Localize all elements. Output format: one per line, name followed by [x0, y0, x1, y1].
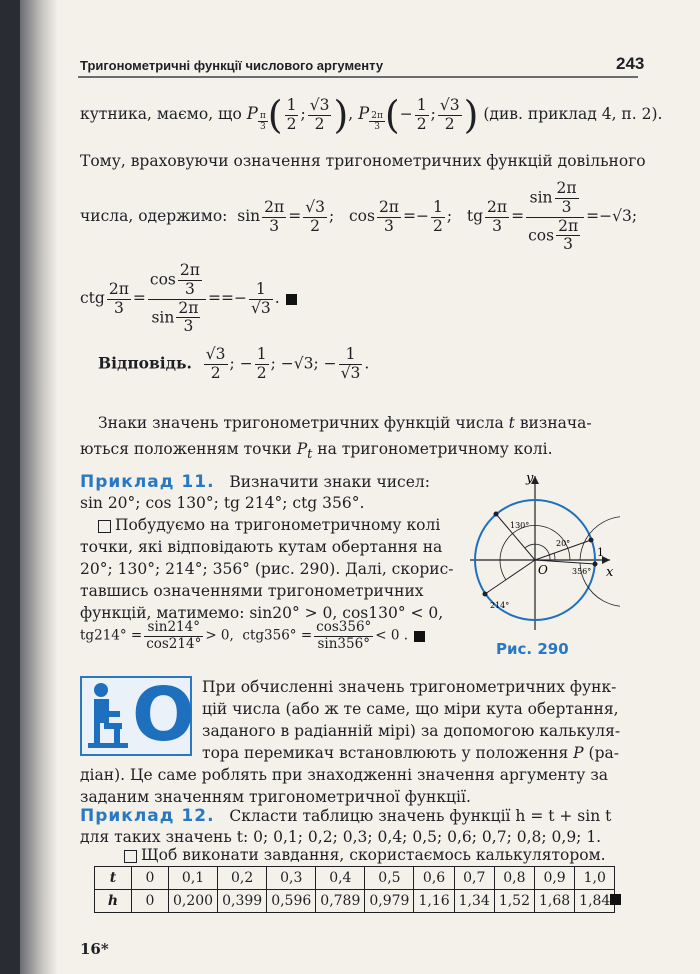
example11-line7: функцій, матимемо: sin20° > 0, cos130° < 0,	[80, 604, 444, 622]
note-letter: O	[132, 672, 195, 758]
table-head-cell: h	[95, 890, 132, 913]
note-line2: цій числа (або ж те саме, що міри кута обертання,	[202, 700, 619, 718]
table-cell: 0,2	[218, 867, 267, 890]
example11-signs: tg214° = $\frac{\sin 214^\circ}{\cos 214^\circ}$ > 0, ctg356° = $\frac{\cos 356^\circ}{\sin 356^\circ}$ < 0 .	[80, 620, 425, 652]
frac: $\frac{2\pi}{3}$	[487, 197, 508, 235]
table-cell: 1,0	[575, 867, 615, 890]
example11-line6: тавшись означеннями тригонометричних	[80, 582, 424, 600]
note-line1: При обчисленні значень тригонометричних функ-	[202, 678, 617, 696]
example11-line2: sin 20°; cos 130°; tg 214°; ctg 356°.	[80, 494, 365, 512]
values-table	[94, 866, 615, 913]
example12-line2: для таких значень t: 0; 0,1; 0,2; 0,3; 0,4; 0,5; 0,6; 0,7; 0,8; 0,9; 1.	[80, 828, 602, 846]
para2-line1: Тому, враховуючи означення тригонометричних функцій довільного	[80, 152, 646, 170]
unit-label: 1	[597, 546, 604, 559]
header-rule	[78, 76, 638, 78]
example11-line4: точки, які відповідають кутам обертання на	[80, 538, 443, 556]
example12-line3: Щоб виконати завдання, скористаємось калькулятором.	[124, 846, 606, 864]
answer-label: Відповідь.	[98, 353, 192, 373]
text: числа, одержимо:	[80, 207, 228, 226]
point-p: P	[358, 104, 370, 123]
table-cell: 0,596	[267, 890, 316, 913]
table-cell: 0	[132, 890, 169, 913]
frac: $\frac{2\pi}{3}$	[108, 279, 129, 317]
end-proof-mark	[286, 294, 297, 305]
end-proof-mark	[610, 894, 621, 905]
example11-title: Приклад 11. Визначити знаки чисел:	[80, 472, 430, 492]
table-cell: 0,399	[218, 890, 267, 913]
table-row	[95, 867, 615, 890]
text: кутника, маємо, що	[80, 105, 242, 123]
subscript-frac: $\frac{\pi}{3}$	[259, 110, 266, 132]
table-cell: 1,84	[575, 890, 615, 913]
note-line5: діан). Це саме роблять при знаходженні значення аргументу за	[80, 766, 609, 784]
angle-label: 130°	[510, 521, 530, 530]
frac: $\frac{2\pi}{3}$	[378, 197, 399, 235]
frac: $\frac{1}{2}$	[433, 197, 443, 235]
angle-label: 214°	[490, 601, 510, 610]
point-p: P	[246, 104, 258, 123]
figure-caption: Рис. 290	[496, 640, 569, 658]
calculator-note-icon	[80, 672, 195, 758]
reference: (див. приклад 4, п. 2).	[483, 105, 663, 123]
table-cell: 0,4	[316, 867, 365, 890]
compound-frac: cos $\frac{2\pi}{3}$ sin $\frac{2\pi}{3}$	[148, 262, 206, 336]
example11-line3: Побудуємо на тригонометричному колі	[98, 516, 440, 534]
end-proof-mark	[414, 631, 425, 642]
table-cell: 0,7	[454, 867, 494, 890]
y-axis-label: y	[526, 471, 534, 486]
note-line6: заданим значенням тригонометричної функції.	[80, 788, 471, 806]
table-cell: 0,979	[365, 890, 414, 913]
origin-label: O	[538, 563, 548, 577]
note-line4: тора перемикач встановлюють у положення P (ра-	[202, 744, 619, 762]
table-cell: 1,16	[414, 890, 454, 913]
frac: $\frac{√3}{2}$	[305, 197, 325, 235]
table-cell: 1,52	[494, 890, 534, 913]
page-number: 243	[616, 54, 645, 73]
example11-line5: 20°; 130°; 214°; 356° (рис. 290). Далі, скорис-	[80, 560, 454, 578]
ctg-formula: ctg $\frac{2\pi}{3}$ = cos $\frac{2\pi}{3}$ sin $\frac{2\pi}{3}$ ==− $\frac{1}{√3}$ .	[80, 262, 297, 336]
signature-mark: 16*	[80, 940, 109, 958]
frac: $\frac{1}{√3}$	[250, 279, 271, 317]
angle-label: 20°	[556, 539, 571, 548]
table-cell: 0,3	[267, 867, 316, 890]
answer-line: Відповідь. $\frac{√3}{2}$ ; − $\frac{1}{2}$ ; −√3; − $\frac{1}{√3}$ .	[98, 345, 370, 382]
subscript-frac: $\frac{2\pi}{3}$	[371, 110, 383, 132]
page-binding-shadow	[20, 0, 58, 974]
unit-circle-figure	[460, 470, 620, 640]
formula-line: числа, одержимо: sin $\frac{2\pi}{3}$ = $\frac{√3}{2}$ ; cos $\frac{2\pi}{3}$ =− $\frac{1}{2}$ ; tg $\frac{2\pi}{3}$ = sin $\frac{2\pi}{3}$ cos $\frac{2\pi}{3}$ =−√3;	[80, 179, 638, 254]
table-cell: 0	[132, 867, 169, 890]
table-cell: 1,34	[454, 890, 494, 913]
para3-line2: ються положенням точки $P_t$ на тригонометричному колі.	[80, 440, 553, 463]
table-head-cell: t	[95, 867, 132, 890]
example12-title: Приклад 12. Скласти таблицю значень функції h = t + sin t	[80, 806, 612, 826]
table-cell: 0,789	[316, 890, 365, 913]
frac: $\frac{√3}{2}$	[309, 95, 330, 133]
table-cell: 0,5	[365, 867, 414, 890]
solution-start-mark	[98, 520, 111, 533]
table-row	[95, 890, 615, 913]
note-line3: заданого в радіанній мірі) за допомогою калькуля-	[202, 722, 621, 740]
table-cell: 0,1	[169, 867, 218, 890]
frac: $\frac{2\pi}{3}$	[264, 197, 285, 235]
table-cell: 0,6	[414, 867, 454, 890]
table-cell: 0,200	[169, 890, 218, 913]
example-label: Приклад 11.	[80, 472, 215, 492]
running-header: Тригонометричні функції числового аргументу	[80, 58, 384, 73]
frac: $\frac{1}{2}$	[416, 95, 427, 133]
table-cell: 0,8	[494, 867, 534, 890]
x-axis-label: x	[606, 565, 614, 580]
person-at-desk-icon	[86, 681, 132, 751]
table-cell: 1,68	[534, 890, 574, 913]
example-label: Приклад 12.	[80, 806, 215, 826]
frac: $\frac{1}{2}$	[286, 95, 297, 133]
frac: $\frac{√3}{2}$	[439, 95, 460, 133]
angle-label: 356°	[572, 567, 592, 576]
solution-start-mark	[124, 850, 137, 863]
table-cell: 0,9	[534, 867, 574, 890]
points-line: кутника, маємо, що P $\frac{\pi}{3}$ ( $\frac{1}{2}$ ; $\frac{√3}{2}$ ), P $\frac{2\pi}{3}$ (− $\frac{1}{2}$ ; $\frac{√3}{2}$ ) (див. приклад 4, п. 2).	[80, 93, 663, 137]
textbook-page	[20, 0, 700, 974]
compound-frac: sin $\frac{2\pi}{3}$ cos $\frac{2\pi}{3}$	[526, 180, 584, 254]
para3-line1: Знаки значень тригонометричних функцій числа t визнача-	[98, 414, 592, 432]
